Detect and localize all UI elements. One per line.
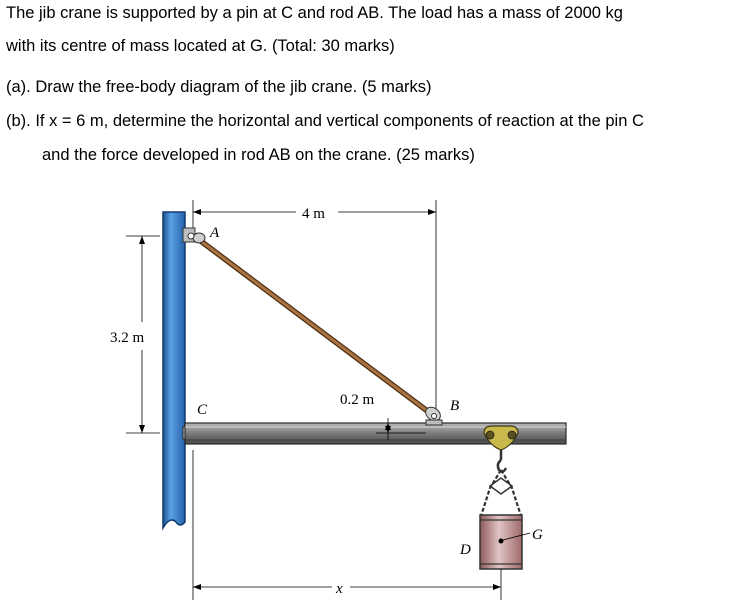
dim-left-label: 3.2 m bbox=[110, 330, 145, 346]
question-part-b-line-1: (b). If x = 6 m, determine the horizontal and vertical components of reaction at the pin C bbox=[6, 112, 644, 130]
dim-bottom-label: x bbox=[336, 581, 343, 597]
dimension-left bbox=[110, 236, 160, 433]
label-a: A bbox=[210, 225, 220, 241]
label-c: C bbox=[197, 402, 208, 418]
question-part-b-line-2: and the force developed in rod AB on the crane. (25 marks) bbox=[42, 146, 475, 164]
column bbox=[163, 212, 185, 528]
question-part-a: (a). Draw the free-body diagram of the jib crane. (5 marks) bbox=[6, 78, 432, 96]
label-d: D bbox=[460, 542, 471, 558]
rod-ab bbox=[194, 236, 434, 416]
chains bbox=[481, 470, 521, 516]
pin-a bbox=[183, 228, 205, 243]
question-line-1: The jib crane is supported by a pin at C and rod AB. The load has a mass of 2000 kg bbox=[6, 4, 623, 22]
dim-top-label: 4 m bbox=[302, 206, 325, 222]
dimension-bottom bbox=[193, 450, 501, 600]
trolley bbox=[484, 426, 518, 472]
label-g: G bbox=[532, 527, 543, 543]
question-line-2: with its centre of mass located at G. (Total: 30 marks) bbox=[6, 37, 395, 55]
dim-mid-label: 0.2 m bbox=[340, 392, 375, 408]
label-b: B bbox=[450, 398, 460, 414]
